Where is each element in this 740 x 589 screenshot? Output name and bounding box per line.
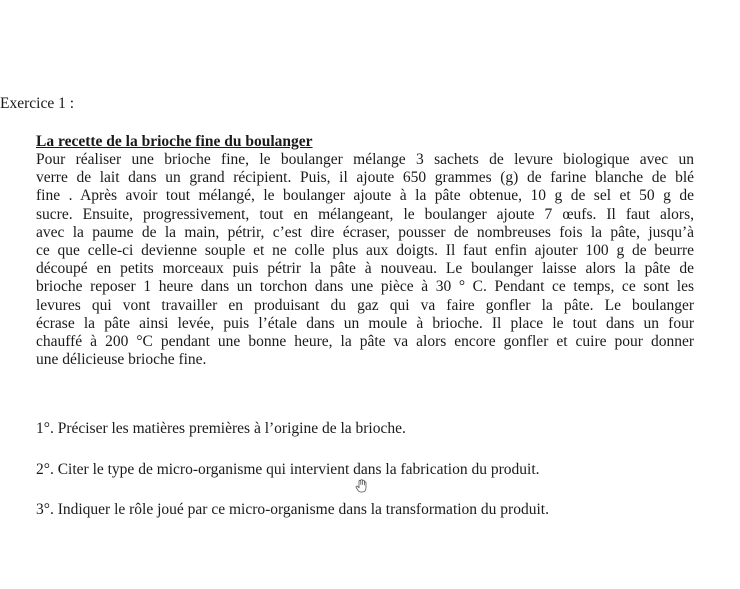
recipe-line: écrase la pâte ainsi levée, puis l’étale dans un moule à brioche. Il place le tout dans un four [36, 314, 694, 332]
question-1: 1°. Préciser les matières premières à l’origine de la brioche. [36, 420, 406, 437]
recipe-line: Pour réaliser une brioche fine, le boulanger mélange 3 sachets de levure biologique avec un [36, 151, 694, 168]
recipe-line: ce que celle-ci devienne souple et ne colle plus aux doigts. Il faut enfin ajouter 100 g de beurre [36, 242, 694, 260]
exercise-heading: Exercice 1 : [0, 95, 75, 112]
hand-cursor-icon [355, 479, 367, 493]
recipe-line: fine . Après avoir tout mélangé, le boulanger ajoute à la pâte obtenue, 10 g de sel et 50 g de [36, 187, 694, 205]
recipe-line: chauffé à 200 °C pendant une bonne heure, la pâte va alors encore gonfler et cuire pour donner [36, 333, 694, 351]
recipe-title: La recette de la brioche fine du boulanger [36, 133, 313, 150]
recipe-line: brioche reposer 1 heure dans un torchon dans une pièce à 30 ° C. Pendant ce temps, ce sont les [36, 278, 694, 296]
recipe-line: découpé en petits morceaux puis pétrir la pâte à nouveau. Le boulanger laisse alors la pâte de [36, 260, 694, 278]
recipe-block [36, 133, 694, 369]
recipe-line: verre de lait dans un grand récipient. Puis, il ajoute 650 grammes (g) de farine blanche de blé [36, 169, 694, 187]
recipe-line: sucre. Ensuite, progressivement, tout en mélangeant, le boulanger ajoute 7 œufs. Il faut alors, [36, 205, 694, 223]
question-2: 2°. Citer le type de micro-organisme qui intervient dans la fabrication du produit. [36, 461, 540, 478]
question-3: 3°. Indiquer le rôle joué par ce micro-organisme dans la transformation du produit. [36, 501, 549, 518]
recipe-line: avec la paume de la main, pétrir, c’est dire écraser, pousser de nombreuses fois la pâte, jusqu’à [36, 223, 694, 241]
recipe-line: levures qui vont travailler en produisant du gaz qui va faire gonfler la pâte. Le boulanger [36, 296, 694, 314]
recipe-line: une délicieuse brioche fine. [36, 351, 207, 369]
